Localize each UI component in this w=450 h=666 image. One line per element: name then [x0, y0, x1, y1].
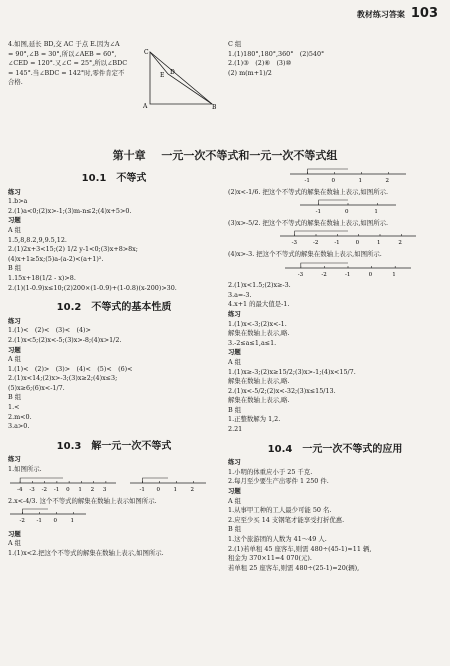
answer-3 — [228, 219, 442, 229]
text-line: ∠CED = 120°.又∠C = 25°,所以∠BDC — [8, 59, 128, 68]
tick-label: -4 — [17, 486, 23, 493]
text-line: 若单租 25 座客车,则需 480÷(25-1)=20(辆), — [228, 563, 360, 572]
text-line: 1.正整数解为 1,2. — [228, 415, 281, 424]
tick-label: -1 — [139, 486, 145, 493]
tick-label: 0 — [368, 271, 373, 278]
tick-label: 2 — [398, 240, 402, 247]
number-line-2 — [128, 475, 208, 497]
tick-label: -1 — [53, 486, 60, 493]
tick-label: 3 — [102, 486, 107, 493]
text-line: B 组 — [8, 393, 22, 402]
text-line: A 组 — [228, 496, 242, 505]
tick-label: 1 — [70, 518, 74, 525]
text-line: 租金为 370×11=4 070(元). — [228, 554, 312, 563]
text-line: 1.(1)x<-3;(2)x<-1. — [228, 319, 287, 328]
text-line: B 组 — [8, 264, 22, 273]
text-line: 习题 — [8, 529, 21, 538]
number-line-c — [278, 228, 418, 246]
text-line: 4.如图,延长 BD,交 AC 于点 E.因为∠A — [8, 40, 120, 48]
tick-label: 0 — [345, 209, 349, 216]
text-line: 2.m<0. — [8, 412, 32, 421]
text-line: 1.这个旅游团的人数为 41～49 人. — [228, 535, 327, 543]
section-10-4-title: 10.4 一元一次不等式的应用 — [267, 443, 403, 455]
text-line: 1.b>a — [8, 197, 28, 206]
tick-label: 1 — [173, 486, 177, 493]
text-line: 练习 — [8, 455, 21, 464]
text-line: 习题 — [228, 487, 241, 496]
text-line: B 组 — [228, 525, 242, 534]
tick-label: 1 — [374, 209, 378, 216]
tick-label: -1 — [345, 271, 351, 278]
tick-label: 0 — [66, 486, 70, 493]
answer-2 — [228, 188, 442, 198]
tick-label: 1 — [358, 178, 362, 184]
tick-label: 2 — [385, 178, 389, 184]
solution-bracket — [319, 200, 348, 205]
text-line: 2.(1)x<5;(2)x<-5;(3)x>-8;(4)x>1/2. — [8, 335, 122, 344]
text-line: (2)x<-1/6. 把这个不等式的解集在数轴上表示,如图所示. — [228, 187, 389, 196]
text-line: 合格. — [8, 78, 23, 87]
right-column-top — [228, 40, 442, 78]
number-line-1 — [8, 475, 118, 497]
text-line: (4)x+1≥5x;(5)a-(a-2)<(a+1)². — [8, 254, 104, 263]
section-10-3-exercise-2 — [8, 497, 220, 507]
text-line: 2.21 — [228, 425, 243, 434]
text-line: 解集在数轴上表示,略. — [228, 396, 290, 405]
text-line: 2.(1)2x+3<15;(2) 1/2 y-1<0;(3)x+8>8x; — [8, 245, 138, 254]
text-line: B 组 — [228, 405, 242, 414]
tick-label: 0 — [156, 486, 160, 493]
chapter-name: 一元一次不等式和一元一次不等式组 — [161, 149, 338, 162]
solution-bracket — [143, 478, 169, 483]
text-line: 习题 — [228, 348, 241, 357]
header-title: 教材练习答案 — [356, 10, 405, 19]
tick-label: -1 — [334, 240, 340, 247]
section-10-3-title: 10.3 解一元一次不等式 — [56, 440, 172, 452]
text-line: A 组 — [8, 225, 22, 234]
text-line: 1.(1)x≥-3;(2)x≥15/2;(3)x>-1;(4)x<15/7. — [228, 367, 356, 376]
label-b: B — [212, 104, 217, 110]
number-line-a — [288, 166, 408, 184]
tick-label: -3 — [291, 240, 298, 247]
text-line: 3.-2≤a≤1,a≤1. — [228, 338, 277, 347]
section-10-1-title: 10.1 不等式 — [81, 173, 147, 184]
tick-label: -3 — [297, 271, 304, 278]
text-line: 1.(1)x<2.把这个不等式的解集在数轴上表示,如图所示. — [8, 549, 164, 557]
text-line: 1.如图所示. — [8, 465, 42, 474]
text-line: 1.15x+18(1/2 - x)>8. — [8, 273, 76, 282]
tick-label: 1 — [392, 271, 396, 278]
solution-bracket — [295, 231, 348, 236]
right-column-body — [228, 166, 442, 573]
text-line: 2.(1)x<-5/2;(2)x<-32;(3)x≤15/13. — [228, 386, 336, 395]
left-column — [8, 40, 220, 88]
tick-label: 2 — [190, 486, 194, 493]
text-line: 练习 — [8, 316, 21, 325]
left-column-body — [8, 168, 220, 559]
text-line: 2.(1)x<14;(2)x>-3;(3)x≥2;(4)x≤3; — [8, 374, 118, 383]
text-line: 2.x<-4/3. 这个不等式的解集在数轴上表示如图所示. — [8, 496, 157, 505]
answer-4 — [228, 250, 442, 260]
text-line: 4.x+1 的最大值是-1. — [228, 300, 290, 309]
text-line: = 90°,∠B = 30°,所以∠AEB = 60°, — [8, 49, 117, 58]
text-line: 1.(1)< (2)> (3)> (4)< (5)< (6)< — [8, 364, 133, 373]
tick-label: -2 — [321, 271, 327, 278]
tick-label: -2 — [19, 518, 25, 525]
tick-label: -1 — [315, 209, 322, 216]
text-line: 1.< — [8, 403, 20, 412]
text-line: 1.从事甲工种的工人最少可能 50 名. — [228, 506, 332, 515]
text-line: 3.a>0. — [8, 422, 30, 431]
text-line: (2) m(m+1)/2 — [228, 68, 272, 77]
number-line-d — [283, 260, 413, 278]
text-line: 解集在数轴上表示,略. — [228, 329, 290, 338]
text-line: (4)x>-3. 把这个不等式的解集在数轴上表示,如图所示. — [228, 249, 382, 258]
chapter-title — [0, 147, 450, 163]
text-line: 练习 — [228, 458, 241, 467]
tick-label: 1 — [78, 486, 82, 493]
tick-label: 0 — [355, 240, 360, 247]
label-c: C — [144, 49, 149, 56]
text-line: 2.(1)③ (2)⑥ (3)⑩ — [228, 59, 292, 68]
section-10-1-body — [8, 188, 220, 294]
solution-bracket — [23, 509, 49, 514]
tick-label: -1 — [36, 518, 42, 525]
tick-label: 2 — [90, 486, 95, 493]
text-line: 习题 — [8, 216, 21, 225]
text-line: = 145°.当∠BDC = 142°时,零件肯定不 — [8, 68, 125, 77]
solution-bracket — [20, 478, 63, 483]
tick-label: 0 — [331, 178, 335, 184]
section-10-4-body — [228, 458, 442, 573]
page-header — [357, 6, 438, 21]
text-line: 2.应至少买 14 支钢笔才能享受打折优惠. — [228, 515, 345, 524]
text-line: A 组 — [228, 357, 242, 366]
text-line: A 组 — [8, 355, 22, 364]
text-line: 练习 — [228, 309, 241, 318]
chapter-number: 第十章 — [112, 149, 146, 162]
group-c-answers — [228, 40, 442, 78]
tick-label: -3 — [29, 486, 35, 493]
number-line-b — [298, 197, 398, 215]
text-line: (3)x>-5/2. 把这个不等式的解集在数轴上表示,如图所示. — [228, 218, 389, 227]
text-line: 2.(1)a<0;(2)x>-1;(3)m-n≤2;(4)x+5>0. — [8, 206, 132, 215]
text-line: 解集在数轴上表示,略. — [228, 377, 290, 386]
text-line: 1.(1)< (2)< (3)< (4)> — [8, 326, 91, 335]
section-10-2-body — [8, 317, 220, 432]
number-lines-row — [8, 475, 220, 497]
text-line: 2.(1)x<1.5;(2)x≥-3. — [228, 281, 291, 290]
remaining-answers — [228, 281, 442, 435]
label-d: D — [170, 69, 175, 76]
label-a: A — [143, 103, 148, 110]
number-line-3 — [8, 506, 88, 526]
section-10-3-problems — [8, 530, 220, 559]
text-line: 习题 — [8, 345, 21, 354]
page-number: 103 — [410, 6, 438, 21]
text-line: 1.(1)180°,180°,360° (2)540° — [228, 49, 325, 58]
tick-label: -2 — [313, 240, 319, 247]
text-line: 1.小明的体重应小于 25 千克. — [228, 467, 313, 476]
label-e: E — [160, 72, 165, 79]
tick-label: 0 — [53, 518, 57, 525]
text-line: 2.每月至少要生产出零件 1 250 件. — [228, 477, 329, 486]
section-10-3-exercise — [8, 455, 220, 474]
text-line: 2.(1)若单租 45 座客车,则需 480÷(45-1)≈11 辆, — [228, 544, 372, 553]
text-line: A 组 — [8, 539, 22, 548]
section-10-2-title: 10.2 不等式的基本性质 — [56, 302, 172, 314]
text-line: 3.a=-3. — [228, 290, 252, 299]
problem-4 — [8, 40, 142, 88]
tick-label: 1 — [377, 240, 381, 247]
text-line: 2.(1)(1-0.9)x≤10;(2)200×(1-0.9)+(1-0.8)(x-200)>30. — [8, 283, 177, 292]
tick-label: -2 — [41, 486, 47, 493]
text-line: 练习 — [8, 187, 21, 196]
text-line: 1.5,8,8.2,9,9.5,12. — [8, 235, 67, 244]
tick-label: -1 — [304, 178, 310, 184]
text-line: C 组 — [228, 40, 242, 48]
solution-bracket — [308, 169, 349, 174]
text-line: (5)x≥6;(6)x<-1/7. — [8, 383, 65, 392]
